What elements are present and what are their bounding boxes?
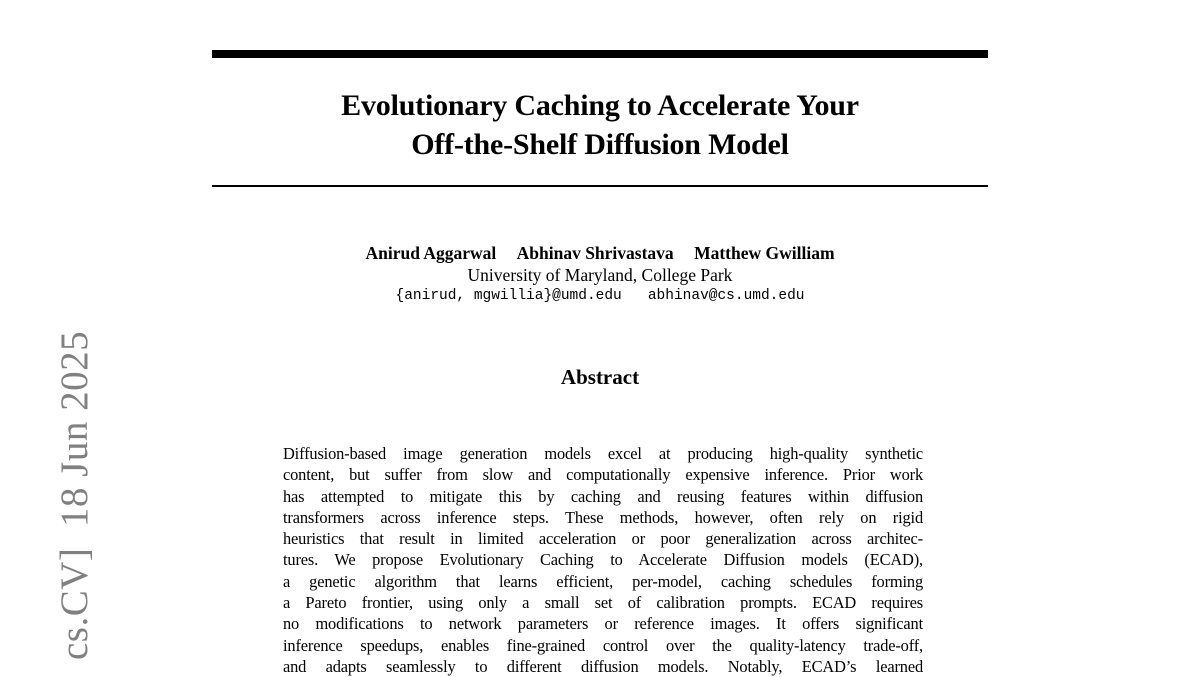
author-name: Matthew Gwilliam xyxy=(694,243,835,263)
author-name: Abhinav Shrivastava xyxy=(516,243,674,263)
abstract-line: has attempted to mitigate this by caching and reusing features within diffusion xyxy=(283,486,923,506)
title-line-1: Evolutionary Caching to Accelerate Your xyxy=(341,89,859,122)
abstract-heading: Abstract xyxy=(560,365,640,389)
author-names xyxy=(212,242,988,264)
author-block xyxy=(212,242,988,307)
paper-title xyxy=(212,86,988,164)
arxiv-identifier-sidebar: cs.CV] 18 Jun 2025 xyxy=(53,330,96,660)
abstract-line: heuristics that result in limited acceleration or poor generalization across architec- xyxy=(283,529,923,549)
abstract-line: and adapts seamlessly to different diffusion models. Notably, ECAD’s learned xyxy=(283,656,923,676)
abstract-body xyxy=(283,443,923,677)
abstract-line: inference speedups, enables fine-grained control over the quality-latency trade-off, xyxy=(283,635,923,655)
abstract-line: tures. We propose Evolutionary Caching to Accelerate Diffusion models (ECAD), xyxy=(283,550,923,570)
abstract-line: Diffusion-based image generation models excel at producing high-quality synthetic xyxy=(283,444,923,463)
author-emails: {anirud, mgwillia}@umd.edu abhinav@cs.umd.edu xyxy=(395,288,805,304)
affiliation: University of Maryland, College Park xyxy=(467,265,733,285)
title-line-2: Off-the-Shelf Diffusion Model xyxy=(411,128,789,161)
abstract-line: a genetic algorithm that learns efficient, per-model, caching schedules forming xyxy=(283,571,923,591)
abstract-line: a Pareto frontier, using only a small set of calibration prompts. ECAD requires xyxy=(283,593,923,613)
abstract-line: no modifications to network parameters or reference images. It offers significant xyxy=(283,614,923,634)
abstract-line: content, but suffer from slow and computationally expensive inference. Prior work xyxy=(283,465,923,485)
title-top-rule xyxy=(212,50,988,58)
abstract-line: transformers across inference steps. These methods, however, often rely on rigid xyxy=(283,507,923,527)
title-bottom-rule xyxy=(212,185,988,187)
author-name: Anirud Aggarwal xyxy=(365,243,497,263)
